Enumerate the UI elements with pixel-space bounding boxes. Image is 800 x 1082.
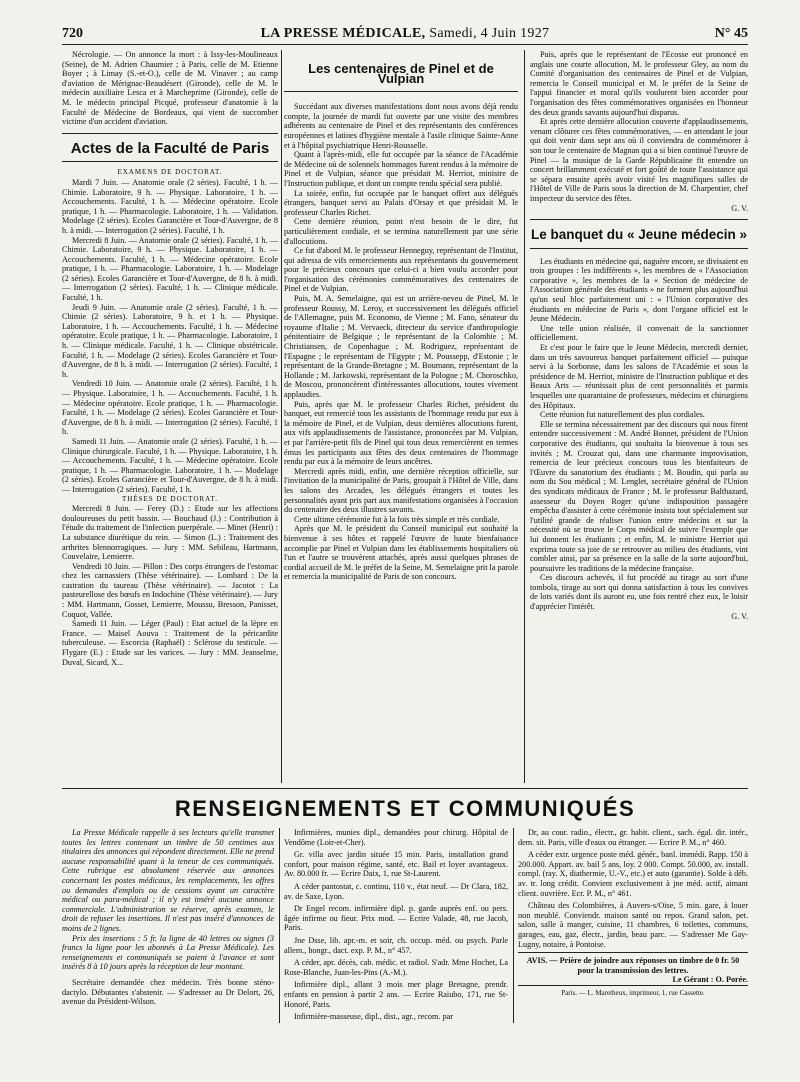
classified-ad: Infirmière-masseuse, dipl., dist., agr., recom. par bbox=[294, 1012, 453, 1022]
article-paragraph: Cette ultime cérémonie fut à la fois très simple et très cordiale. bbox=[294, 514, 500, 524]
section-title: Le banquet du « Jeune médecin » bbox=[530, 227, 748, 243]
issue-number: N° 45 bbox=[714, 26, 748, 41]
article-paragraph: Une telle union réalisée, il convenait de la sanctionner officiellement. bbox=[530, 323, 748, 343]
exam-schedule: Jeudi 9 Juin. — Anatomie orale (2 séries). Faculté, 1 h. — Chimie (2 séries). Laboratoire, 9 h. et 1 h. — Physique. Laboratoire, 1 h. — Accouchements. Faculté, 1 h. — Médecine opératoire. Ecole pratique, 1 h. — Pharmacologie. Laboratoire, 1 h. — Clinique médicale. Faculté, 1 h. — Clinique obstétricale. Faculté, 1 h. — Modelage (2 séries). Ecoles Garancière et Tour-d'Auvergne, de 8 h. à midi. — Interrogation (2 séries). Faculté, 1 h. bbox=[62, 302, 278, 379]
notice-column bbox=[62, 828, 274, 1010]
article-paragraph: Quant à l'après-midi, elle fut occupée par la séance de l'Académie de Médecine où de solennels hommages furent rendus à la mémoire de Pinel et de Vulpian, séance que présidait M. Herriot, ministre de l'Instruction publique, et dont un compte rendu spécial sera publié. bbox=[284, 150, 518, 188]
exam-schedule: Mardi 7 Juin. — Anatomie orale (2 séries). Faculté, 1 h. — Chimie. Laboratoire, 9 h. — Physique. Laboratoire, 1 h. — Accouchements. Faculté, 1 h. — Médecine opératoire. Ecole pratique, 1 h. — Pharmacologie. Laboratoire, 1 h. — Validation. Modelage (2 séries). Ecoles Garancière et Tour-d'Auvergne, de 8 h. à midi. — Interrogation (2 séries). Faculté, 1 h. bbox=[62, 177, 278, 235]
column-divider bbox=[281, 50, 282, 783]
page-number: 720 bbox=[62, 26, 83, 41]
pricing-paragraph: Prix des insertions : 5 fr. la ligne de 40 lettres ou signes (3 francs la ligne pour les abonnés à La Presse Médicale). Les renseignements et communiqués se paient à l'avance et sont insérés 8 à 10 jours après la réception de leur montant. bbox=[62, 933, 274, 972]
section-title: RENSEIGNEMENTS ET COMMUNIQUÉS bbox=[174, 796, 636, 821]
section-rule bbox=[62, 133, 278, 134]
column-banquet bbox=[530, 50, 748, 621]
article-paragraph: Après que M. le président du Conseil municipal eut souhaité la bienvenue à ses hôtes et rappelé l'œuvre de haute bienfaisance accomplie par Pinel et Vulpian dans les établissements hospitaliers où l'un et l'autre se trouvèrent attachés, après aussi quelques phrases de cordial accueil de M. le préfet de la Seine, M. Semelaigne prit la parole et remercia la municipalité de Paris de son concours. bbox=[284, 524, 518, 582]
article-paragraph: Succédant aux diverses manifestations dont nous avons déjà rendu compte, la journée de mardi fut ouverte par une visite des membres adhérents au centenaire de Pinel et des représentants des conférences européennes et latines d'hygiène mentale à l'asile clinique Sainte-Anne et à l'hôpital psychiatrique Henri-Rousselle. bbox=[284, 102, 518, 150]
exam-schedule: Mercredi 8 Juin. — Anatomie orale (2 séries). Faculté, 1 h. — Chimie. Laboratoire, 9 h. — Physique. Laboratoire, 1 h. — Accouchements. Faculté, 1 h. — Médecine opératoire. Ecole pratique, 1 h. — Pharmacologie. Laboratoire, 1 h. — Modelage (2 séries). Ecoles Garancière et Tour-d'Auvergne, de 8 h. à midi. — Interrogation (2 séries). Faculté, 1 h. — Clinique médicale. Faculté, 1 h. bbox=[62, 235, 278, 303]
classified-ad: A céder, apr. décès, cab. médic. et radiol. S'adr. Mme Hochet, La Rose-Blanche, Juan-les-Pins (A.-M.). bbox=[284, 958, 508, 977]
classified-ad: Jne Dsse, lib. apr.-m. et soir, ch. occup. méd. ou psych. Parle allem., hongr., dact. exp. P. M., n° 457. bbox=[284, 935, 508, 955]
subheading: EXAMENS DE DOCTORAT. bbox=[117, 168, 223, 177]
thesis-schedule: Samedi 11 Juin. — Léger (Paul) : Etat actuel de la lèpre en France. — Maisel Aouva : Traitement de la péricardite tuberculeuse. — Escorcia (Raphaël) : Sclérose du testicule. — Flygare (E.) : Etude sur les varices. — Jury : MM. Jeanselme, Duval, Sicard, X... bbox=[62, 619, 278, 667]
journal-masthead bbox=[62, 26, 748, 42]
section-rule bbox=[530, 248, 748, 249]
article-paragraph: Les étudiants en médecine qui, naguère encore, se divisaient en trois groupes : les indifférents », les membres de « l'Association corporative », les membres de la « Section de médecine de l'Association générale des étudiants » ne forment plus aujourd'hui qu'un seul bloc parfaitement uni : « l'Union corporative des étudiants en médecine de Paris », dont l'organe officiel est le Jeune Médecin. bbox=[530, 256, 748, 324]
article-paragraph: Et c'est pour le faire que le Jeune Médecin, mercredi dernier, dans un très savoureux banquet parfaitement officiel — puisque servi à la Sorbonne, dans les salons de l'Académie et sous la présidence de M. Herriot, ministre de l'Instruction publique et des Beaux Arts — réunissait plus de cent personnalités et parmis lesquelles une quarantaine de professeurs, médecins et chirurgiens des Hôpitaux. bbox=[530, 343, 748, 410]
column-divider bbox=[513, 828, 514, 1023]
article-paragraph: Puis, M. A. Semelaigne, qui est un arrière-neveu de Pinel, M. le professeur Roussy, M. Leroy, et successivement les délégués officiel de l'Allemagne, puis M. Economo, de Vienne ; M. Fano, sénateur du royaume d'Italie ; M. Vervaeck, directeur du service d'anthropologie pénitentiaire de Belgique ; le représentant de la Colombie ; M. Christiansen, de Copenhague ; M. Rodriguez, représentant de l'Espagne ; le représentant de l'Egypte ; M. Poussepp, d'Estonie ; le représentant de la Grande-Bretagne ; M. Boumann, représentant de la Hollande ; M. Jarkowski, représentant de la Pologne ; M. Choroschko, de Moscou, prononcèrent d'intéressantes allocutions, toutes vivement applaudies. bbox=[284, 294, 518, 399]
article-paragraph: Cette réunion fut naturellement des plus cordiales. bbox=[540, 410, 705, 420]
classified-ad: Dr Engel recom. infirmière dipl. p. garde auprès enf. ou pers. âgée infirme ou fieur. Prix mod. — Ecrire Valade, 48, rue Jacob, Paris. bbox=[284, 904, 508, 933]
section-rule bbox=[284, 91, 518, 92]
column-faculte bbox=[62, 50, 278, 667]
article-paragraph: Mercredi après midi, enfin, une dernière réception officielle, sur l'invitation de la municipalité de Paris, groupait à l'Hôtel de Ville, dans les salons des Arcades, les délégués étrangers et toutes les personnalités ayant pris part aux manifestations organisées à l'occasion du centenaire des deux illustres savants. bbox=[284, 466, 518, 515]
printer-line: Paris. — L. Maretheux, imprimeur, 1, rue Cassette. bbox=[518, 985, 748, 999]
notice-paragraph: La Presse Médicale rappelle à ses lecteurs qu'elle transmet toutes les lettres contenant un timbre de 50 centimes aux titulaires des annonces qui répondent directement. Elle ne prend aucune responsabilité quant à la teneur de ces communiqués. Cette rubrique est absolument réservée aux annonces concernant les postes médicaux, les remplacements, les offres ou demandes d'emplois ou de cessions ayant un caractère médical ou para-médical ; il n'y est inséré aucune annonce commerciale. L'administration se réserve, après examen, le droit de refuser les insertions. Il n'est pas inséré d'annonces de moins de 2 lignes. bbox=[62, 828, 274, 933]
exam-schedule: Samedi 11 Juin. — Anatomie orale (2 séries). Faculté, 1 h. — Clinique chirurgicale. Faculté, 1 h. — Physique. Laboratoire, 1 h. — Accouchements. Faculté, 1 h. — Médecine opératoire. Ecole pratique, 1 h. — Pharmacologie. Laboratoire, 1 h. — Modelage (2 séries). Ecoles Garancière et Tour-d'Auvergne, de 8 h. à midi. — Interrogation (2 séries). Faculté, 1 h. bbox=[62, 436, 278, 494]
column-divider bbox=[524, 50, 525, 783]
column-divider bbox=[279, 828, 280, 1023]
classified-ad: Dr, au cour. radio., électr., gr. habit. client., sach. égal. dir. intér., dem. sit. Paris, ville d'eaux ou étranger. — Ecrire P. M., n° 460. bbox=[518, 828, 748, 847]
section-title: Actes de la Faculté de Paris bbox=[70, 139, 270, 157]
classified-ad: Secrétaire demandée chez médecin. Très bonne sténo-dactylo. Débutantes s'abstenir. — S'adresser au Dr Delort, 26, avenue du Président-Wilson. bbox=[62, 977, 274, 1007]
article-paragraph: Puis, après que M. le professeur Charles Richet, président du banquet, eut remercié tous les assistants de l'hommage rendu par eux à la mémoire de Pinel, et de Vulpian, deux dernières allocutions furent, aux vifs applaudissements de l'assistance, prononcées par M. Vulpian, et par l'arrière-petit fils de Pinel qui tous deux remercièrent en termes émus les participants aux fêtes des deux centenaires de l'hommage rendu par eux à la mémoire de leurs ancêtres. bbox=[284, 399, 518, 467]
classifieds-column bbox=[518, 828, 748, 999]
header-rule bbox=[62, 44, 748, 45]
thesis-schedule: Vendredi 10 Juin. — Pillon : Des corps étrangers de l'estomac chez les carnassiers (Thèse vétérinaire). — Lombard : De la castration du taureau (Thèse vétérinaire). — Jacotot : La pasteurellose des bœufs en Indochine (Thèse vétérinaire). — Jury : MM. Hartmann, Gosset, Lemierre, Moussu, Bresson, Panisset, Coquot, Vallée. bbox=[62, 561, 278, 619]
section-title: Les centenaires de Pinel et de Vulpian bbox=[308, 61, 494, 86]
page-header bbox=[62, 26, 748, 42]
thesis-schedule: Mercredi 8 Juin. — Ferey (D.) : Etude sur les affections douloureuses du petit bassin. — Bouchaud (J.) : Contribution à l'étude du traitement de l'infection puerpérale. — Minet (Henri) : La substance diurétique du rein. — Simon (L.) : Traitement des arthrites blennorragiques. — Jury : MM. Sebileau, Hartmann, Couvelaire, Lemierre. bbox=[62, 504, 278, 562]
article-paragraph: Puis, après que le représentant de l'Ecosse eut prononcé en anglais une courte allocution, M. le professeur Gley, au nom du Comité d'organisation des centenaires de Pinel et de Vulpian, remercia le Conseil municipal et M. le préfet de la Seine de l'appui financier et moral qu'ils voulurent bien accorder pour l'organisation des fêtes commémoratives organisées en l'honneur des deux grands savants aujourd'hui disparus. bbox=[530, 50, 748, 117]
classified-ad: A céder extr. urgence poste méd. génér., banl. immédi. Rapp. 150 à 200.000. Appart. av. bail 5 ans, loy. 2 000. Compt. 50.000, av. install. compl. (ray. X, diathermie, U.-V., etc.) et auto (garantie). Solde à déb. av. tr. long crédit. Convient exclusivement à jne méd. actif, aimant client. ouvrière. Ecr. P. M., n° 461. bbox=[518, 850, 748, 898]
section-rule bbox=[62, 161, 278, 162]
section-rule bbox=[62, 788, 748, 789]
author-signature: G. V. bbox=[731, 611, 748, 621]
classified-ad: Gr. villa avec jardin située 15 min. Paris, installation grand confort, pour maison régime, santé, etc. Bail et loyer avantageux. Av. 80.000 fr. — Ecrire Daix, 1, rue St-Laurent. bbox=[284, 850, 508, 879]
classified-ad: A céder pantostat, c. continu, 110 v., état neuf. — Dr Clara, 182, av. de Saxe, Lyon. bbox=[284, 881, 508, 901]
article-paragraph: Ce fut d'abord M. le professeur Henneguy, représentant de l'Institut, qui adressa de vifs remerciements aux représentants du gouvernement pour le précieux concours que celui-ci a bien voulu accorder pour l'organisation des cérémonies commémoratives des centenaires de Pinel et de Vulpian. bbox=[284, 246, 518, 294]
necrologie-paragraph: Nécrologie. — On annonce la mort : à Issy-les-Moulineaux (Seine), de M. Adrien Chaumier ; à Paris, celle de M. Etienne Boyer ; à Limay (S.-et-O.), celle de M. Vinaver ; au camp d'aviation de Mérignac-Beaudésert (Gironde), celle de M. le médecin auxiliaire Lesca et à Marcheprime (Gironde), celle de M. le médecin principal Picqué, professeur d'anatomie à la Faculté de Médecine de Bordeaux, qui vient de succomber victime d'un accident d'aviation. bbox=[62, 50, 278, 127]
avis-notice: AVIS. — Prière de joindre aux réponses un timbre de 0 fr. 50 pour la transmission des lettres. bbox=[518, 952, 748, 975]
journal-title: LA PRESSE MÉDICALE, bbox=[260, 26, 426, 41]
article-paragraph: Cette dernière réunion, point n'est besoin de le dire, fut particulièrement cordiale, et se termina naturellement par une série d'allocutions. bbox=[284, 217, 518, 246]
gerant-line: Le Gérant : O. Porée. bbox=[672, 975, 748, 985]
issue-date: Samedi, 4 Juin 1927 bbox=[429, 26, 550, 41]
classified-ad: Château des Colombières, à Auvers-s/Oise, 5 min. gare, à louer non meublé. Conviendr. maison santé ou repos. Grand salon, pet. salon, salle à manger, cuisine, 11 chambres, 6 toilettes, communs, garages, eau, gaz, électr., jardin, beau parc. — S'adresser Me Gay-Lugny, notaire, à Pontoise. bbox=[518, 901, 748, 949]
classifieds-column bbox=[284, 828, 508, 1025]
article-paragraph: La soirée, enfin, fut occupée par le banquet offert aux délégués étrangers, banquet servi au Palais d'Orsay et que présidait M. le professeur Charles Richet. bbox=[284, 188, 518, 217]
section-rule bbox=[530, 219, 748, 220]
column-centenaires bbox=[284, 50, 518, 582]
classified-ad: Infirmière dipl., allant 3 mois mer plage Bretagne, prendr. enfants en pension à partir 2 ans. — Ecrire Raiubo, 171, rue St-Honoré, Paris. bbox=[284, 980, 508, 1009]
article-paragraph: Et après cette dernière allocution couverte d'applaudissements, venant clôturer ces fêtes commémoratives, — en attendant le jour qui doit venir dans sept ans où il conviendra de commémorer à son tour le centenaire de Magnan qui a si bien continué l'œuvre de Pinel — la musique de la Garde Républicaine fit entendre un concert brillamment exécuté et fort goûté de toute l'assistance qui se sépara ensuite après avoir visité les magnifiques salles de l'Hôtel de Ville de Paris sous la direction de M. Charpentier, chef inspecteur du service des fêtes. bbox=[530, 117, 748, 203]
article-paragraph: Elle se termina nécessairement par des discours qui nous firent entendre successivement : M. André Bonnet, président de l'Union corporative des étudiants, qui souhaita la bienvenue à tous ses invités ; M. Crouzat qui, dans une charmante improvisation, remercia de leur précieux concours tous les bienfaiteurs de l'Œuvre du sanatorium des étudiants ; M. Boudin, qui parla au nom du Sou médical ; M. Lenglet, secrétaire général de l'Union des syndicats médicaux de France ; M. le professeur Balthazard, assesseur du Doyen Roger qu'une indisposition passagère empêcha d'assister à cette cérémonie insista tout spécialement sur l'utilité grande de réaliser l'union entre médecins et sur la nécessité où se trouve le Corps médical de suivre l'exemple que lui donnent les étudiants ; et enfin, M. le ministre Herriot qui exprima toute sa joie de se retrouver au milieu des étudiants, vint combler ainsi, par sa présence en la salle de la sorte aujourd'hui, poursuivre les traditions de la médecine française. bbox=[530, 419, 748, 573]
subheading: THÈSES DE DOCTORAT. bbox=[122, 494, 218, 503]
article-paragraph: Ces discours achevés, il fut procédé au tirage au sort d'une tombola, tirage au sort qui donna satisfaction à tous les convives de lots variés dont ils auront eu, une fois rentré chez eux, le loisir d'apprécier l'intérêt. bbox=[530, 573, 748, 612]
exam-schedule: Vendredi 10 Juin. — Anatomie orale (2 séries). Faculté, 1 h. — Physique. Laboratoire, 1 h. — Accouchements. Faculté, 1 h. — Médecine opératoire. Ecole pratique, 1 h. — Pharmacologie. Faculté, 1 h. — Modelage (2 séries). Ecoles Garancière et Tour-d'Auvergne, de 8 h. à midi. — Interrogation (2 séries). Faculté, 1 h. bbox=[62, 379, 278, 437]
author-signature: G. V. bbox=[731, 203, 748, 213]
classified-ad: Infirmières, munies dipl., demandées pour chirurg. Hôpital de Vendôme (Loir-et-Cher). bbox=[284, 828, 508, 847]
